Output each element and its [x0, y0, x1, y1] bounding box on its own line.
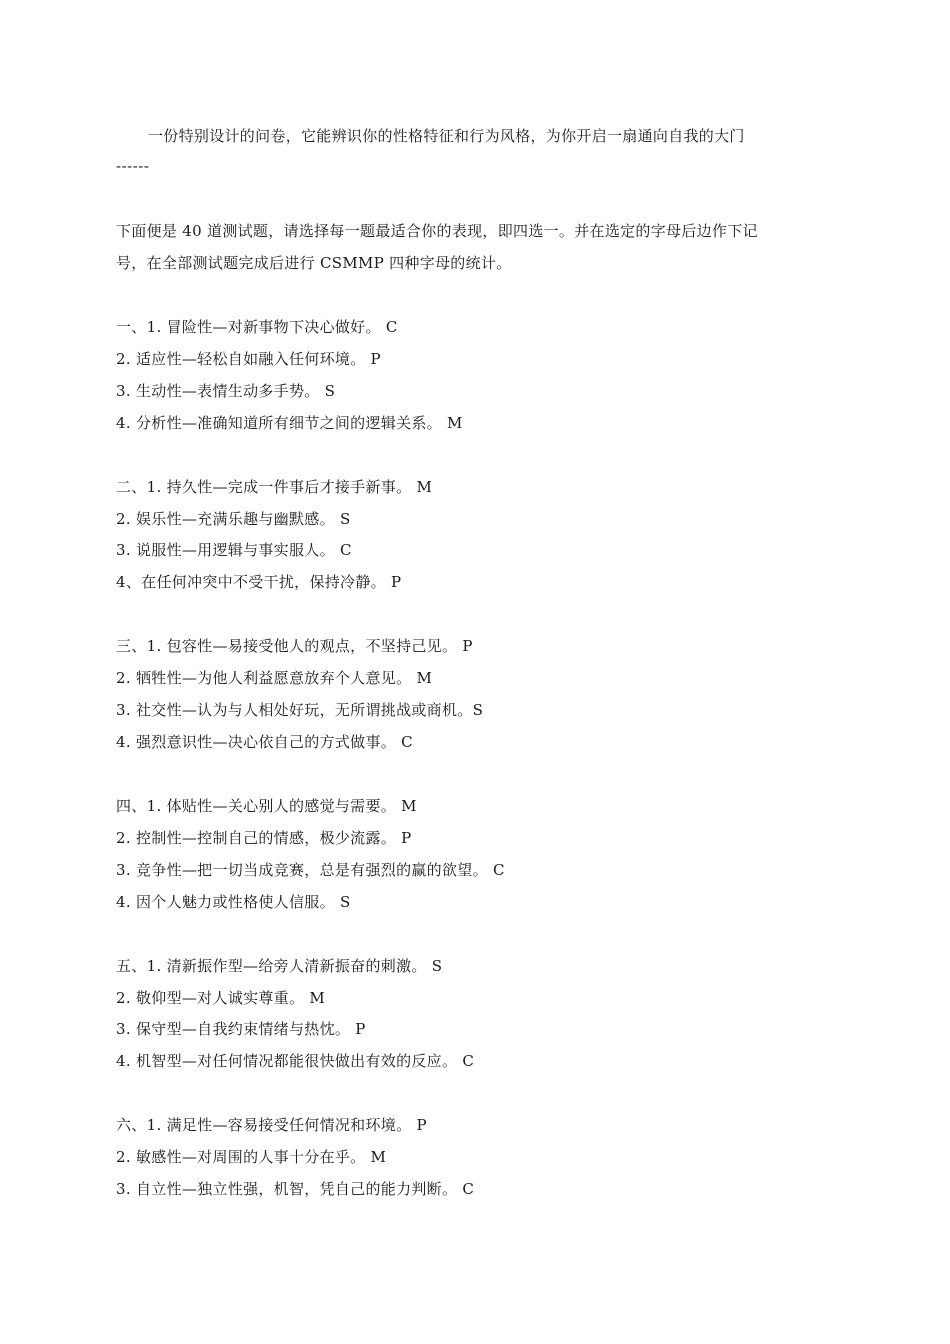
question-item: 3. 竞争性—把一切当成竞赛，总是有强烈的赢的欲望。 C — [116, 861, 505, 879]
question-item: 3. 自立性—独立性强，机智，凭自己的能力判断。 C — [116, 1180, 475, 1198]
question-item: 五、1. 清新振作型—给旁人清新振奋的刺激。 S — [116, 957, 443, 975]
question-item: 4、在任何冲突中不受干扰，保持冷静。 P — [116, 573, 402, 591]
question-item: 4. 分析性—准确知道所有细节之间的逻辑关系。 M — [116, 414, 463, 432]
question-item: 2. 娱乐性—充满乐趣与幽默感。 S — [116, 510, 351, 528]
question-item: 三、1. 包容性—易接受他人的观点，不坚持己见。 P — [116, 637, 473, 655]
question-item: 2. 适应性—轻松自如融入任何环境。 P — [116, 350, 381, 368]
instructions-line-1: 下面便是 40 道测试题，请选择每一题最适合你的表现，即四选一。并在选定的字母后边作下记 — [116, 222, 758, 240]
question-item: 3. 社交性—认为与人相处好玩，无所谓挑战或商机。S — [116, 701, 484, 719]
intro-line-1: 一份特别设计的问卷，它能辨识你的性格特征和行为风格，为你开启一扇通向自我的大门 — [148, 127, 745, 145]
question-item: 2. 控制性—控制自己的情感，极少流露。 P — [116, 829, 412, 847]
question-item: 二、1. 持久性—完成一件事后才接手新事。 M — [116, 478, 433, 496]
question-item: 4. 机智型—对任何情况都能很快做出有效的反应。 C — [116, 1052, 475, 1070]
question-item: 四、1. 体贴性—关心别人的感觉与需要。 M — [116, 797, 417, 815]
question-item: 2. 牺牲性—为他人利益愿意放弃个人意见。 M — [116, 669, 433, 687]
question-item: 3. 说服性—用逻辑与事实服人。 C — [116, 541, 352, 559]
question-item: 4. 强烈意识性—决心依自己的方式做事。 C — [116, 733, 413, 751]
question-item: 六、1. 满足性—容易接受任何情况和环境。 P — [116, 1116, 427, 1134]
question-item: 2. 敬仰型—对人诚实尊重。 M — [116, 989, 326, 1007]
question-item: 一、1. 冒险性—对新事物下决心做好。 C — [116, 318, 398, 336]
question-item: 3. 保守型—自我约束情绪与热忱。 P — [116, 1020, 366, 1038]
question-item: 2. 敏感性—对周围的人事十分在乎。 M — [116, 1148, 387, 1166]
intro-line-2: ------ — [116, 157, 150, 175]
instructions-line-2: 号，在全部测试题完成后进行 CSMMP 四种字母的统计。 — [116, 254, 512, 272]
question-item: 3. 生动性—表情生动多手势。 S — [116, 382, 336, 400]
question-item: 4. 因个人魅力或性格使人信服。 S — [116, 893, 351, 911]
